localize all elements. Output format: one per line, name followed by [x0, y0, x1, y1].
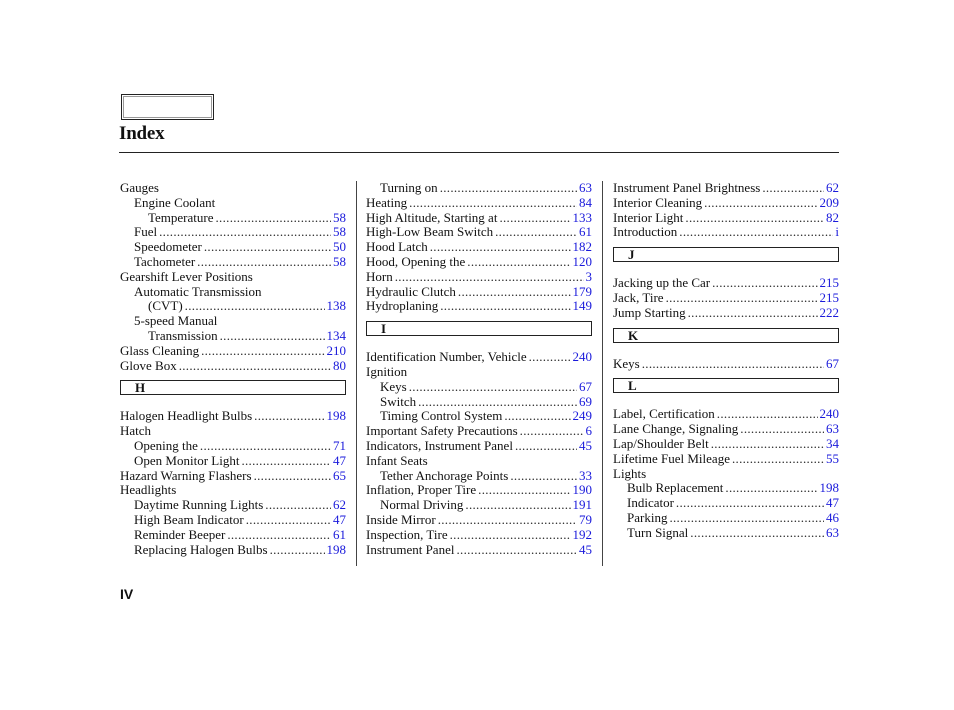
- entry-term: Hood Latch: [366, 239, 428, 255]
- index-entry: [120, 314, 346, 329]
- entry-term: Keys: [613, 355, 640, 371]
- index-entry: [120, 270, 346, 285]
- entry-term: Jack, Tire: [613, 289, 664, 305]
- index-entry[interactable]: [366, 424, 592, 439]
- entry-page-link[interactable]: 47: [333, 511, 346, 527]
- entry-term: Turning on: [380, 180, 438, 195]
- index-entry[interactable]: [120, 329, 346, 344]
- section-header-i: I: [366, 321, 592, 336]
- entry-page-link[interactable]: 62: [826, 180, 839, 195]
- entry-term: Lane Change, Signaling: [613, 421, 739, 437]
- entry-term: Reminder Beeper: [134, 526, 226, 542]
- entry-page-link[interactable]: 63: [826, 524, 839, 540]
- entry-term: Hazard Warning Flashers: [120, 467, 252, 483]
- index-entry[interactable]: [366, 409, 592, 424]
- index-entry: [120, 285, 346, 300]
- entry-page-link[interactable]: 210: [326, 342, 346, 358]
- index-entry[interactable]: [120, 543, 346, 558]
- dot-leader: [185, 299, 325, 314]
- dot-leader: [438, 513, 577, 528]
- entry-term: Automatic Transmission: [134, 283, 262, 299]
- index-entry: [120, 483, 346, 498]
- entry-term: Switch: [380, 393, 417, 409]
- index-entry[interactable]: [120, 528, 346, 543]
- entry-term: Infant Seats: [366, 452, 428, 468]
- entry-page-link[interactable]: 120: [572, 253, 592, 269]
- entry-page-link[interactable]: 47: [333, 452, 346, 468]
- index-entry[interactable]: [613, 407, 839, 422]
- dot-leader: [227, 528, 331, 543]
- entry-term: Hatch: [120, 423, 152, 439]
- dot-leader: [254, 409, 324, 424]
- dot-leader: [467, 255, 570, 270]
- section-header-k: K: [613, 328, 839, 343]
- entry-term: Lap/Shoulder Belt: [613, 435, 709, 451]
- index-entry[interactable]: [613, 422, 839, 437]
- index-entry[interactable]: [366, 469, 592, 484]
- index-entry[interactable]: [613, 511, 839, 526]
- dot-leader: [520, 424, 584, 439]
- entry-term: Open Monitor Light: [134, 452, 240, 468]
- index-entry[interactable]: [366, 498, 592, 513]
- index-entry[interactable]: [613, 306, 839, 321]
- entry-page-link[interactable]: 240: [819, 406, 839, 422]
- dot-leader: [430, 240, 571, 255]
- dot-leader: [504, 409, 570, 424]
- entry-term: Lifetime Fuel Mileage: [613, 450, 730, 466]
- index-column-3: [613, 181, 839, 541]
- entry-page-link[interactable]: 192: [572, 526, 592, 542]
- entry-term: Tether Anchorage Points: [380, 467, 509, 483]
- index-entry: [120, 181, 346, 196]
- dot-leader: [704, 196, 817, 211]
- dot-leader: [440, 299, 570, 314]
- entry-page-link[interactable]: 149: [572, 298, 592, 314]
- entry-term: Engine Coolant: [134, 194, 216, 210]
- dot-leader: [529, 350, 571, 365]
- entry-term: Halogen Headlight Bulbs: [120, 408, 253, 424]
- dot-leader: [265, 498, 331, 513]
- entry-page-link[interactable]: 134: [326, 327, 346, 343]
- dot-leader: [220, 329, 325, 344]
- index-entry: [120, 424, 346, 439]
- entry-page-link[interactable]: 62: [333, 497, 346, 513]
- index-entry: [120, 196, 346, 211]
- entry-page-link[interactable]: 45: [579, 541, 592, 557]
- column-divider: [356, 181, 357, 566]
- entry-page-link[interactable]: i: [835, 224, 839, 240]
- entry-term: Timing Control System: [380, 408, 503, 424]
- index-entry[interactable]: [366, 395, 592, 410]
- dot-leader: [254, 469, 331, 484]
- dot-leader: [725, 481, 817, 496]
- index-entry[interactable]: [366, 513, 592, 528]
- dot-leader: [499, 211, 570, 226]
- entry-term: Jacking up the Car: [613, 275, 711, 291]
- dot-leader: [450, 528, 571, 543]
- entry-term: Interior Cleaning: [613, 194, 703, 210]
- entry-page-link[interactable]: 249: [572, 408, 592, 424]
- entry-term: Instrument Panel Brightness: [613, 180, 761, 195]
- entry-page-link[interactable]: 46: [826, 509, 839, 525]
- entry-term: Important Safety Precautions: [366, 423, 518, 439]
- entry-term: Indicators, Instrument Panel: [366, 437, 513, 453]
- entry-page-link[interactable]: 82: [826, 209, 839, 225]
- dot-leader: [197, 255, 331, 270]
- index-entry[interactable]: [366, 196, 592, 211]
- index-entry[interactable]: [120, 299, 346, 314]
- entry-page-link[interactable]: 198: [326, 408, 346, 424]
- dot-leader: [440, 181, 577, 196]
- title-divider: [119, 152, 839, 153]
- entry-term: High Beam Indicator: [134, 511, 244, 527]
- index-entry[interactable]: [366, 483, 592, 498]
- entry-term: Lights: [613, 465, 647, 481]
- entry-page-link[interactable]: 69: [579, 393, 592, 409]
- index-entry: [366, 454, 592, 469]
- entry-term: Headlights: [120, 482, 177, 498]
- entry-page-link[interactable]: 34: [826, 435, 839, 451]
- index-entry[interactable]: [613, 196, 839, 211]
- dot-leader: [418, 395, 577, 410]
- entry-page-link[interactable]: 61: [333, 526, 346, 542]
- dot-leader: [241, 454, 331, 469]
- entry-term: Bulb Replacement: [627, 480, 724, 496]
- index-entry[interactable]: [366, 255, 592, 270]
- index-entry[interactable]: [120, 469, 346, 484]
- dot-leader: [690, 526, 824, 541]
- dot-leader: [642, 357, 824, 372]
- entry-page-link[interactable]: 133: [572, 209, 592, 225]
- entry-term: 5-speed Manual: [134, 313, 218, 329]
- entry-page-link[interactable]: 63: [826, 421, 839, 437]
- entry-term: Introduction: [613, 224, 678, 240]
- dot-leader: [179, 359, 331, 374]
- index-entry[interactable]: [366, 439, 592, 454]
- entry-page-link[interactable]: 33: [579, 467, 592, 483]
- dot-leader: [740, 422, 824, 437]
- entry-page-link[interactable]: 179: [572, 283, 592, 299]
- index-entry[interactable]: [613, 181, 839, 196]
- entry-page-link[interactable]: 209: [819, 194, 839, 210]
- entry-page-link[interactable]: 58: [333, 209, 346, 225]
- entry-term: Hydraulic Clutch: [366, 283, 456, 299]
- entry-term: Keys: [380, 378, 407, 394]
- dot-leader: [246, 513, 331, 528]
- entry-page-link[interactable]: 80: [333, 357, 346, 373]
- entry-term: Identification Number, Vehicle: [366, 349, 527, 365]
- entry-page-link[interactable]: 47: [826, 495, 839, 511]
- entry-term: Tachometer: [134, 253, 196, 269]
- entry-page-link[interactable]: 182: [572, 239, 592, 255]
- dot-leader: [478, 483, 570, 498]
- entry-term: Speedometer: [134, 239, 202, 255]
- index-entry[interactable]: [366, 240, 592, 255]
- index-column-1: [120, 181, 346, 557]
- section-tab-box: [121, 94, 214, 120]
- entry-term: Fuel: [134, 224, 158, 240]
- dot-leader: [669, 511, 824, 526]
- entry-term: Hydroplaning: [366, 298, 439, 314]
- index-entry[interactable]: [120, 225, 346, 240]
- index-entry[interactable]: [613, 481, 839, 496]
- entry-page-link[interactable]: 79: [579, 511, 592, 527]
- index-entry[interactable]: [120, 359, 346, 374]
- dot-leader: [456, 543, 577, 558]
- entry-page-link[interactable]: 55: [826, 450, 839, 466]
- dot-leader: [270, 543, 325, 558]
- index-entry[interactable]: [613, 211, 839, 226]
- dot-leader: [216, 211, 332, 226]
- entry-term: High Altitude, Starting at: [366, 209, 498, 225]
- entry-term: Gauges: [120, 180, 159, 195]
- index-entry[interactable]: [120, 240, 346, 255]
- dot-leader: [409, 196, 577, 211]
- index-entry[interactable]: [120, 498, 346, 513]
- dot-leader: [685, 211, 824, 226]
- entry-page-link[interactable]: 67: [579, 378, 592, 394]
- index-entry[interactable]: [120, 513, 346, 528]
- index-entry[interactable]: [366, 528, 592, 543]
- index-entry[interactable]: [366, 211, 592, 226]
- entry-term: Glass Cleaning: [120, 342, 200, 358]
- entry-page-link[interactable]: 138: [326, 298, 346, 314]
- index-entry[interactable]: [120, 439, 346, 454]
- entry-term: Label, Certification: [613, 406, 715, 422]
- dot-leader: [762, 181, 824, 196]
- entry-term: Parking: [627, 509, 668, 525]
- entry-page-link[interactable]: 71: [333, 437, 346, 453]
- index-entry[interactable]: [366, 285, 592, 300]
- index-entry[interactable]: [613, 276, 839, 291]
- index-entry[interactable]: [366, 299, 592, 314]
- page-title: Index: [119, 123, 165, 144]
- entry-term: Inflation, Proper Tire: [366, 482, 477, 498]
- index-entry[interactable]: [120, 409, 346, 424]
- entry-page-link[interactable]: 3: [585, 268, 592, 284]
- entry-page-link[interactable]: 50: [333, 239, 346, 255]
- entry-term: Horn: [366, 268, 393, 284]
- entry-term: Normal Driving: [380, 497, 464, 513]
- index-entry: [613, 467, 839, 482]
- dot-leader: [688, 306, 818, 321]
- dot-leader: [495, 225, 577, 240]
- entry-term: Instrument Panel: [366, 541, 455, 557]
- section-header-j: J: [613, 247, 839, 262]
- index-entry[interactable]: [613, 526, 839, 541]
- entry-term: Indicator: [627, 495, 674, 511]
- index-entry[interactable]: [613, 437, 839, 452]
- index-entry[interactable]: [613, 452, 839, 467]
- dot-leader: [666, 291, 818, 306]
- entry-term: Inside Mirror: [366, 511, 436, 527]
- entry-term: Temperature: [148, 209, 214, 225]
- entry-page-link[interactable]: 191: [572, 497, 592, 513]
- index-entry[interactable]: [613, 357, 839, 372]
- page-number: IV: [120, 586, 134, 602]
- entry-term: Daytime Running Lights: [134, 497, 264, 513]
- index-column-2: [366, 181, 592, 557]
- entry-page-link[interactable]: 58: [333, 253, 346, 269]
- entry-term: Gearshift Lever Positions: [120, 268, 253, 284]
- dot-leader: [712, 276, 817, 291]
- index-entry[interactable]: [366, 350, 592, 365]
- dot-leader: [458, 285, 571, 300]
- index-entry[interactable]: [613, 291, 839, 306]
- index-entry[interactable]: [366, 181, 592, 196]
- entry-page-link[interactable]: 215: [819, 289, 839, 305]
- entry-page-link[interactable]: 84: [579, 194, 592, 210]
- entry-page-link[interactable]: 6: [585, 423, 592, 439]
- dot-leader: [204, 240, 331, 255]
- dot-leader: [717, 407, 818, 422]
- entry-page-link[interactable]: 63: [579, 180, 592, 195]
- dot-leader: [200, 439, 331, 454]
- entry-page-link[interactable]: 58: [333, 224, 346, 240]
- index-entry[interactable]: [613, 225, 839, 240]
- dot-leader: [711, 437, 824, 452]
- index-entry[interactable]: [120, 211, 346, 226]
- section-header-l: L: [613, 378, 839, 393]
- dot-leader: [159, 225, 331, 240]
- entry-term: Turn Signal: [627, 524, 689, 540]
- dot-leader: [515, 439, 577, 454]
- entry-page-link[interactable]: 198: [819, 480, 839, 496]
- entry-term: (CVT): [148, 298, 183, 314]
- dot-leader: [679, 225, 833, 240]
- index-entry[interactable]: [613, 496, 839, 511]
- section-header-h: H: [120, 380, 346, 395]
- index-entry[interactable]: [120, 344, 346, 359]
- dot-leader: [676, 496, 824, 511]
- dot-leader: [510, 469, 577, 484]
- index-entry: [366, 365, 592, 380]
- entry-term: Transmission: [148, 327, 218, 343]
- entry-page-link[interactable]: 240: [572, 349, 592, 365]
- entry-page-link[interactable]: 215: [819, 275, 839, 291]
- entry-page-link[interactable]: 67: [826, 355, 839, 371]
- index-entry[interactable]: [366, 543, 592, 558]
- dot-leader: [732, 452, 824, 467]
- entry-page-link[interactable]: 61: [579, 224, 592, 240]
- index-entry[interactable]: [120, 454, 346, 469]
- index-entry[interactable]: [120, 255, 346, 270]
- entry-term: Jump Starting: [613, 304, 686, 320]
- column-divider: [602, 181, 603, 566]
- entry-term: Hood, Opening the: [366, 253, 466, 269]
- entry-page-link[interactable]: 198: [326, 541, 346, 557]
- dot-leader: [395, 270, 584, 285]
- index-entry[interactable]: [366, 225, 592, 240]
- dot-leader: [201, 344, 324, 359]
- index-entry[interactable]: [366, 380, 592, 395]
- entry-term: Inspection, Tire: [366, 526, 448, 542]
- entry-page-link[interactable]: 65: [333, 467, 346, 483]
- entry-term: High-Low Beam Switch: [366, 224, 494, 240]
- entry-term: Glove Box: [120, 357, 177, 373]
- entry-term: Replacing Halogen Bulbs: [134, 541, 268, 557]
- entry-term: Ignition: [366, 363, 408, 379]
- dot-leader: [465, 498, 570, 513]
- dot-leader: [409, 380, 577, 395]
- entry-page-link[interactable]: 190: [572, 482, 592, 498]
- entry-page-link[interactable]: 222: [819, 304, 839, 320]
- entry-term: Opening the: [134, 437, 198, 453]
- index-entry[interactable]: [366, 270, 592, 285]
- entry-page-link[interactable]: 45: [579, 437, 592, 453]
- entry-term: Interior Light: [613, 209, 684, 225]
- entry-term: Heating: [366, 194, 408, 210]
